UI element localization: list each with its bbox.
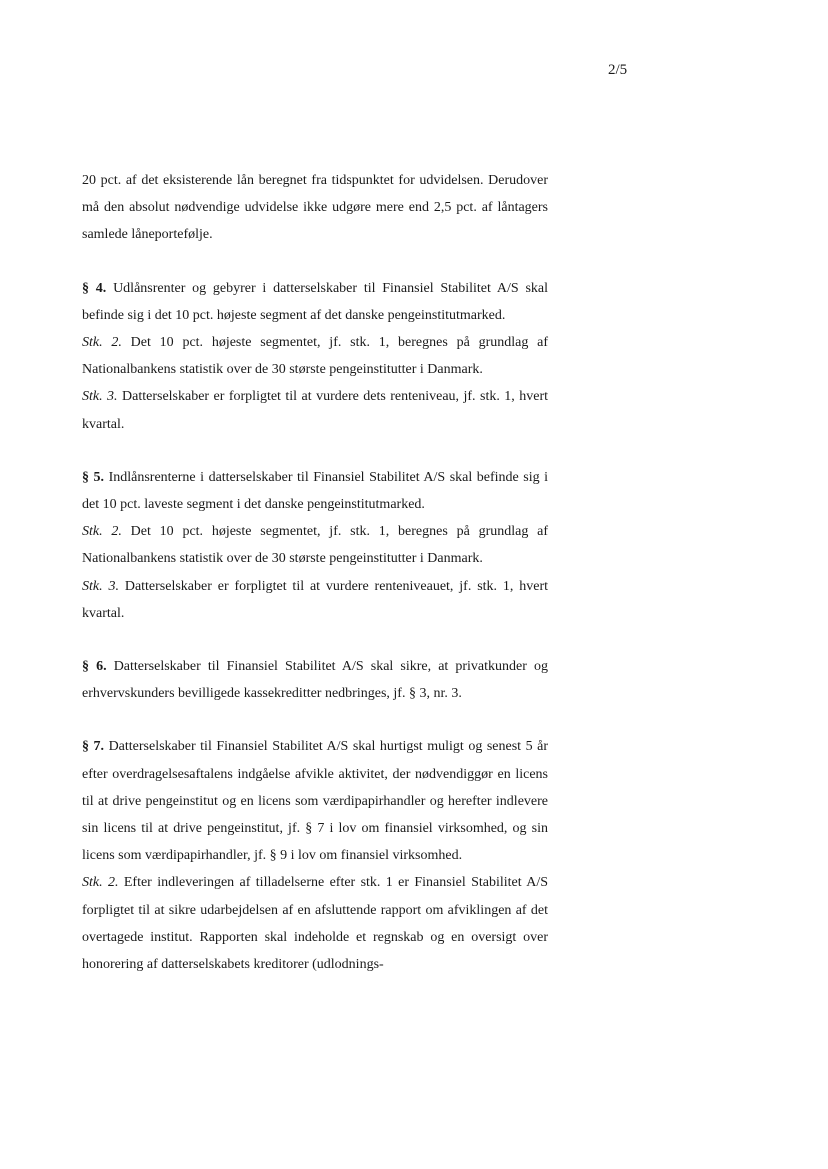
- section-5-stk-2-text: Det 10 pct. højeste segmentet, jf. stk. 1, beregnes på grundlag af Nationalbankens statistik over de 30 største pengeinstitutter i Danmark.: [82, 524, 548, 567]
- document-body: [82, 167, 548, 978]
- section-5-stk-2-label: Stk. 2.: [82, 524, 122, 540]
- section-4: [82, 275, 548, 438]
- section-5-paragraph: [82, 464, 548, 518]
- section-6-paragraph: [82, 653, 548, 707]
- section-6: [82, 653, 548, 707]
- section-7-stk-2-text: Efter indleveringen af tilladelserne efter stk. 1 er Finansiel Stabilitet A/S forpligtet til at sikre udarbejdelsen af en afsluttende rapport om afviklingen af det overtagede institut. Rapporten skal indeholde et regnskab og en oversigt over honorering af datterselskabets kreditorer (udlodnings-: [82, 875, 549, 973]
- section-5-stk-3: [82, 573, 548, 627]
- intro-paragraph: 20 pct. af det eksisterende lån beregnet fra tidspunktet for udvidelsen. Derudover må den absolut nødvendige udvidelse ikke udgøre mere end 2,5 pct. af låntagers samlede låneportefølje.: [82, 173, 548, 243]
- section-4-stk-3-text: Datterselskaber er forpligtet til at vurdere dets renteniveau, jf. stk. 1, hvert kvartal.: [82, 389, 549, 432]
- section-5-text: Indlånsrenterne i datterselskaber til Finansiel Stabilitet A/S skal befinde sig i det 10 pct. laveste segment i det danske pengeinstitutmarked.: [82, 469, 549, 513]
- section-4-number: § 4.: [82, 280, 107, 296]
- section-5-number: § 5.: [82, 469, 105, 485]
- section-5-stk-3-text: Datterselskaber er forpligtet til at vurdere renteniveauet, jf. stk. 1, hvert kvartal.: [82, 578, 549, 621]
- section-7-number: § 7.: [82, 739, 105, 755]
- section-5-stk-2: [82, 518, 548, 572]
- section-4-paragraph: [82, 275, 548, 329]
- page-number: 2/5: [608, 62, 628, 78]
- section-4-stk-3-label: Stk. 3.: [82, 389, 118, 405]
- section-4-text: Udlånsrenter og gebyrer i datterselskaber til Finansiel Stabilitet A/S skal befinde sig i det 10 pct. højeste segment af det danske pengeinstitutmarked.: [82, 280, 549, 323]
- section-7-stk-2-label: Stk. 2.: [82, 875, 119, 891]
- section-4-stk-3: [82, 383, 548, 437]
- section-4-stk-2-text: Det 10 pct. højeste segmentet, jf. stk. 1, beregnes på grundlag af Nationalbankens statistik over de 30 største pengeinstitutter i Danmark.: [82, 335, 548, 378]
- section-6-number: § 6.: [82, 659, 107, 675]
- section-7-stk-2: [82, 869, 548, 978]
- section-7-paragraph: [82, 733, 548, 869]
- section-4-stk-2: [82, 329, 548, 383]
- section-7: [82, 733, 548, 978]
- section-5: [82, 464, 548, 627]
- section-4-stk-2-label: Stk. 2.: [82, 335, 122, 351]
- section-7-text: Datterselskaber til Finansiel Stabilitet A/S skal hurtigst muligt og senest 5 år efter overdragelsesaftalens indgåelse afvikle aktivitet, der nødvendiggør en licens til at drive pengeinstitut og en licens som værdipapirhandler og herefter indlevere sin licens til at drive pengeinstitut, jf. § 7 i lov om finansiel virksomhed, og sin licens som værdipapirhandler, jf. § 9 i lov om finansiel virksomhed.: [82, 739, 548, 864]
- section-5-stk-3-label: Stk. 3.: [82, 578, 119, 594]
- section-6-text: Datterselskaber til Finansiel Stabilitet A/S skal sikre, at privatkunder og erhvervskunders bevilligede kassekreditter nedbringes, jf. § 3, nr. 3.: [82, 659, 549, 702]
